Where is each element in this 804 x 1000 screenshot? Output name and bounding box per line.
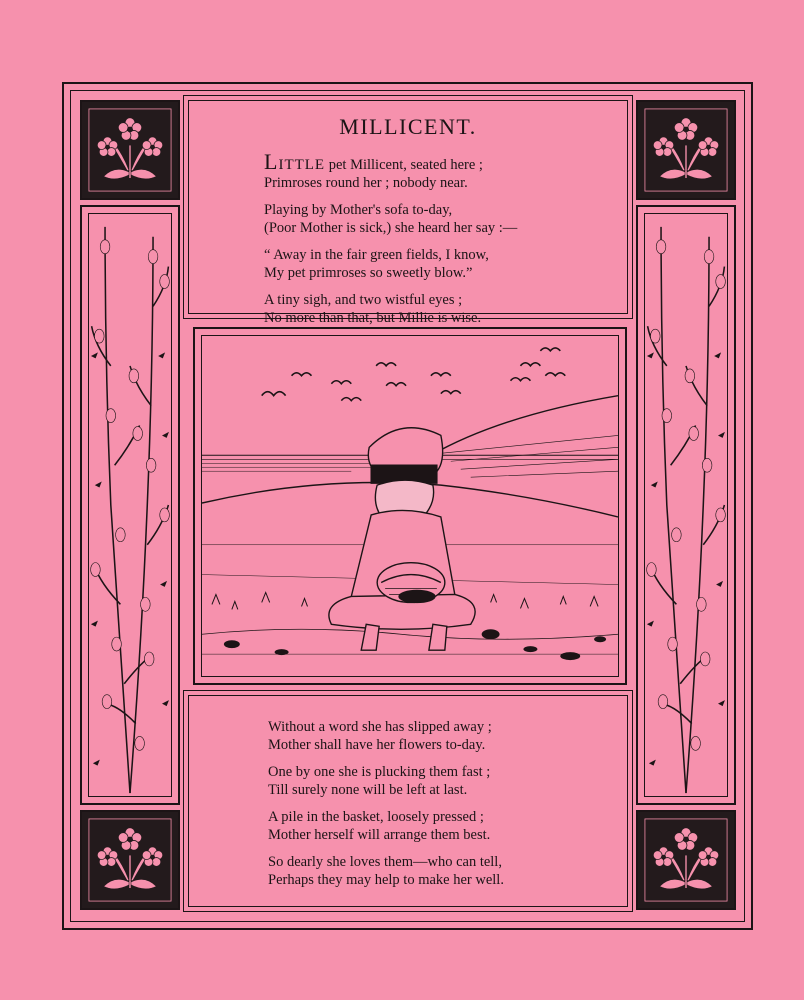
verse-line: A tiny sigh, and two wistful eyes ; (264, 292, 463, 308)
stanza (268, 854, 612, 889)
first-word: ITTLE (278, 157, 326, 173)
stanza (264, 247, 612, 282)
verse-line: LITTLE pet Millicent, seated here ; (264, 149, 483, 174)
verse-line: Mother shall have her flowers to-day. (268, 736, 486, 753)
stanza (264, 202, 612, 237)
stanza (268, 809, 612, 844)
budding-branch-icon (638, 207, 734, 803)
verse-line: My pet primroses so sweetly blow.” (264, 264, 473, 281)
verse-line: Playing by Mother's sofa to-day, (264, 202, 453, 218)
poem-title: MILLICENT. (339, 114, 477, 139)
primrose-tile-icon (642, 816, 730, 904)
poem-top (264, 149, 612, 337)
side-panel-right (636, 205, 736, 805)
verse-line: So dearly she loves them—who can tell, (268, 854, 502, 870)
verse-line: Without a word she has slipped away ; (268, 719, 492, 735)
top-text-panel (183, 95, 633, 326)
budding-branch-icon (82, 207, 178, 803)
verse-line: “ Away in the fair green fields, I know, (264, 247, 489, 263)
bottom-text-panel (183, 690, 633, 912)
corner-tile-top-right (636, 100, 736, 200)
stanza (264, 292, 612, 327)
poem-bottom (268, 719, 612, 899)
stanza (264, 149, 612, 192)
verse-line: Perhaps they may help to make her well. (268, 871, 504, 888)
primrose-tile-icon (86, 106, 174, 194)
stanza (268, 719, 612, 754)
verse-line: Mother herself will arrange them best. (268, 826, 491, 843)
verse-line: Till surely none will be left at last. (268, 781, 468, 798)
verse-line: No more than that, but Millie is wise. (264, 309, 482, 326)
corner-tile-top-left (80, 100, 180, 200)
side-panel-left (80, 205, 180, 805)
verse-line: One by one she is plucking them fast ; (268, 764, 491, 780)
verse-line: (Poor Mother is sick,) she heard her say :— (264, 219, 518, 236)
corner-tile-bottom-left (80, 810, 180, 910)
verse-line: A pile in the basket, loosely pressed ; (268, 809, 484, 825)
primrose-tile-icon (86, 816, 174, 904)
primrose-tile-icon (642, 106, 730, 194)
drop-cap: L (264, 149, 279, 174)
verse-line: Primroses round her ; nobody near. (264, 174, 468, 191)
girl-with-basket-illustration (202, 336, 618, 676)
illustration-frame (193, 327, 627, 685)
corner-tile-bottom-right (636, 810, 736, 910)
stanza (268, 764, 612, 799)
